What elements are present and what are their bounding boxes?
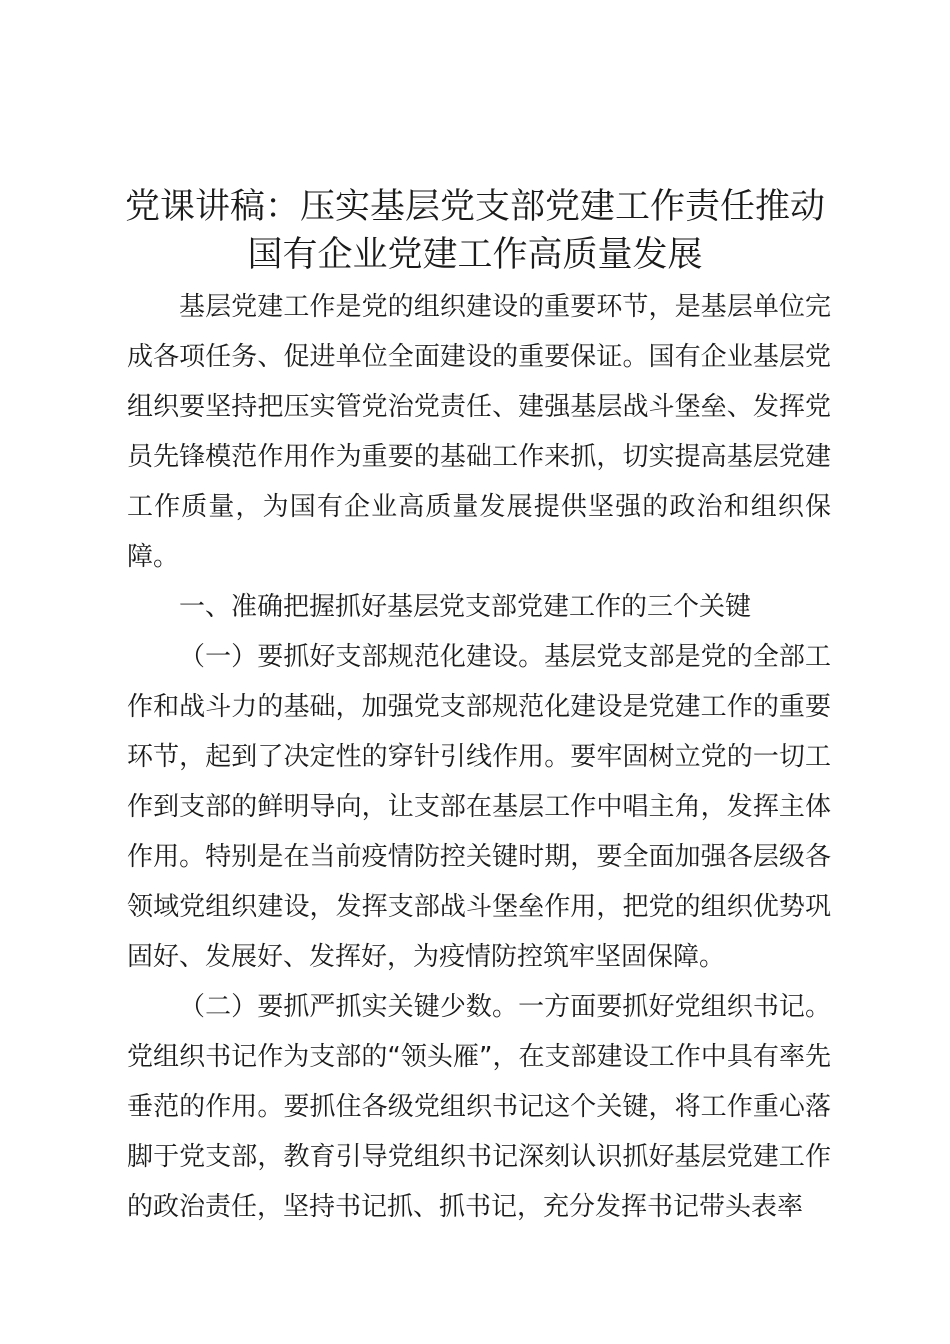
document-body xyxy=(127,282,831,1232)
paragraph-item-2: （二）要抓严抓实关键少数。一方面要抓好党组织书记。党组织书记作为支部的“领头雁”，在支部建设工作中具有率先垂范的作用。要抓住各级党组织书记这个关键，将工作重心落脚于党支部，教育引导党组织书记深刻认识抓好基层党建工作的政治责任，坚持书记抓、抓书记，充分发挥书记带头表率 xyxy=(127,992,831,1222)
paragraph-intro: 基层党建工作是党的组织建设的重要环节，是基层单位完成各项任务、促进单位全面建设的重要保证。国有企业基层党组织要坚持把压实管党治党责任、建强基层战斗堡垒、发挥党员先锋模范作用作为重要的基础工作来抓，切实提高基层党建工作质量，为国有企业高质量发展提供坚强的政治和组织保障。 xyxy=(127,292,831,572)
document-title-line-2: 国有企业党建工作高质量发展 xyxy=(247,235,703,275)
paragraph-item-1: （一）要抓好支部规范化建设。基层党支部是党的全部工作和战斗力的基础，加强党支部规范化建设是党建工作的重要环节，起到了决定性的穿针引线作用。要牢固树立党的一切工作到支部的鲜明导向，让支部在基层工作中唱主角，发挥主体作用。特别是在当前疫情防控关键时期，要全面加强各层级各领域党组织建设，发挥支部战斗堡垒作用，把党的组织优势巩固好、发展好、发挥好，为疫情防控筑牢坚固保障。 xyxy=(127,642,831,972)
document-title-line-1: 党课讲稿：压实基层党支部党建工作责任推动 xyxy=(124,187,825,227)
section-heading-1: 一、准确把握抓好基层党支部党建工作的三个关键 xyxy=(179,592,752,622)
